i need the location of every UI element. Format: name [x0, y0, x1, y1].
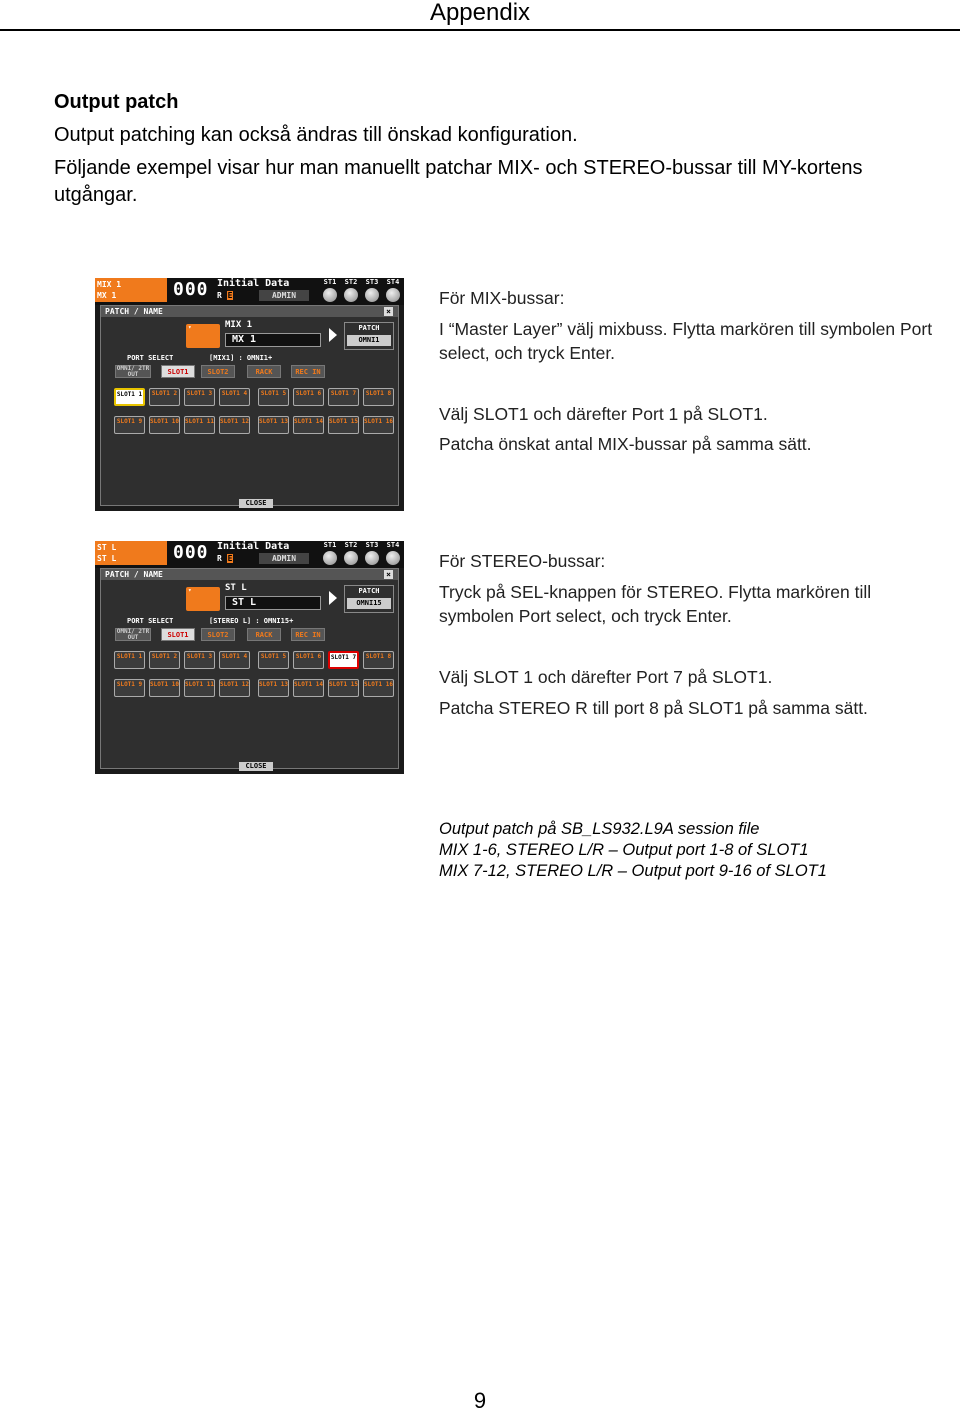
st-knob-label: ST4	[386, 278, 400, 286]
page-number: 9	[473, 1388, 487, 1413]
st-knob-label: ST1	[323, 278, 337, 286]
st-knob-label: ST4	[386, 541, 400, 549]
current-port-readout: [MIX1] : OMNI1+	[209, 354, 273, 362]
channel-name-label: MIX 1	[225, 320, 253, 330]
output-port-button[interactable]: SLOT1 9	[114, 416, 145, 434]
scene-status-mark: E	[227, 554, 233, 563]
output-port-button[interactable]: SLOT1 1	[114, 388, 145, 406]
output-port-button[interactable]: SLOT1 10	[149, 416, 180, 434]
port-select-label: PORT SELECT	[127, 617, 174, 625]
scene-status: R E	[217, 554, 233, 563]
st-knob-icon[interactable]	[365, 551, 379, 565]
window-title: PATCH / NAME	[101, 306, 398, 317]
user-level-badge: ADMIN	[259, 553, 309, 564]
channel-name-display	[95, 278, 167, 302]
st-knob-label: ST3	[365, 278, 379, 286]
mix-heading: För MIX-bussar:	[439, 288, 565, 308]
output-port-button[interactable]: SLOT1 12	[219, 679, 250, 697]
output-port-button[interactable]: SLOT1 11	[184, 416, 215, 434]
scene-title: Initial Data	[217, 278, 290, 289]
patch-label: PATCH	[358, 324, 380, 332]
section-heading: Output patch	[54, 91, 179, 113]
mix-step-1: I “Master Layer” välj mixbuss. Flytta markören till symbolen Port select, och tryck Enter.	[439, 319, 933, 363]
port-tab[interactable]: OMNI/ 2TR OUT	[116, 628, 150, 641]
channel-name-display	[95, 541, 167, 565]
port-select-label: PORT SELECT	[127, 354, 174, 362]
output-port-button[interactable]: SLOT1 15	[328, 679, 359, 697]
st-knob-label: ST2	[344, 541, 358, 549]
stereo-step-3: Patcha STEREO R till port 8 på SLOT1 på samma sätt.	[439, 698, 868, 718]
channel-name-input[interactable]: MX 1	[225, 333, 321, 347]
play-arrow-icon	[329, 591, 337, 605]
note-line-2: MIX 1-6, STEREO L/R – Output port 1-8 of SLOT1	[439, 841, 809, 859]
output-port-button[interactable]: SLOT1 3	[184, 651, 215, 669]
scene-title: Initial Data	[217, 541, 290, 552]
st-knob-label: ST2	[344, 278, 358, 286]
output-port-button[interactable]: SLOT1 16	[363, 679, 394, 697]
channel-name-line-2: ST L	[97, 554, 117, 563]
output-port-button[interactable]: SLOT1 7	[328, 388, 359, 406]
mix-step-2: Välj SLOT1 och därefter Port 1 på SLOT1.	[439, 404, 768, 424]
st-knob-icon[interactable]	[344, 551, 358, 565]
output-port-button[interactable]: SLOT1 12	[219, 416, 250, 434]
output-port-button[interactable]: SLOT1 3	[184, 388, 215, 406]
patch-label: PATCH	[358, 587, 380, 595]
mix-step-3: Patcha önskat antal MIX-bussar på samma sätt.	[439, 434, 812, 454]
page-header-title: Appendix	[429, 0, 531, 26]
user-level-badge: ADMIN	[259, 290, 309, 301]
output-port-button[interactable]: SLOT1 5	[258, 651, 289, 669]
port-tab[interactable]: OMNI/ 2TR OUT	[116, 365, 150, 378]
play-arrow-icon	[329, 328, 337, 342]
window-title: PATCH / NAME	[101, 569, 398, 580]
current-port-readout: [STEREO L] : OMNI15+	[209, 617, 294, 625]
patch-value-button[interactable]: OMNI1	[347, 335, 391, 346]
output-port-button[interactable]: SLOT1 6	[293, 388, 324, 406]
output-port-button[interactable]: SLOT1 14	[293, 416, 324, 434]
port-tab[interactable]: REC IN	[291, 628, 325, 641]
header-divider	[0, 29, 960, 31]
channel-icon[interactable]	[186, 324, 220, 348]
output-port-button[interactable]: SLOT1 14	[293, 679, 324, 697]
patch-name-window	[100, 568, 399, 769]
stereo-heading: För STEREO-bussar:	[439, 551, 606, 571]
st-knob-icon[interactable]	[365, 288, 379, 302]
output-port-button[interactable]: SLOT1 8	[363, 651, 394, 669]
output-port-button[interactable]: SLOT1 5	[258, 388, 289, 406]
st-knob-icon[interactable]	[323, 288, 337, 302]
intro-paragraph-1: Output patching kan också ändras till önskad konfiguration.	[54, 124, 578, 146]
port-tab[interactable]: SLOT2	[201, 365, 235, 378]
output-port-button[interactable]: SLOT1 13	[258, 679, 289, 697]
close-icon[interactable]: ×	[384, 307, 393, 316]
st-knob-label: ST1	[323, 541, 337, 549]
close-button[interactable]: CLOSE	[239, 762, 273, 771]
st-knob-icon[interactable]	[386, 288, 400, 302]
output-port-button[interactable]: SLOT1 15	[328, 416, 359, 434]
output-port-button[interactable]: SLOT1 2	[149, 388, 180, 406]
patch-value-button[interactable]: OMNI15	[347, 598, 391, 609]
channel-icon[interactable]	[186, 587, 220, 611]
st-knob-label: ST3	[365, 541, 379, 549]
intro-paragraph-2: Följande exempel visar hur man manuellt patchar MIX- och STEREO-bussar till MY-kortens utgångar.	[54, 157, 863, 206]
mix-patch-screenshot	[95, 278, 404, 511]
st-knob-icon[interactable]	[323, 551, 337, 565]
output-port-button[interactable]: SLOT1 11	[184, 679, 215, 697]
port-tab[interactable]: RACK	[247, 365, 281, 378]
stereo-patch-screenshot	[95, 541, 404, 774]
port-tab[interactable]: SLOT2	[201, 628, 235, 641]
st-knob-icon[interactable]	[386, 551, 400, 565]
output-port-button[interactable]: SLOT1 10	[149, 679, 180, 697]
scene-status-mark: E	[227, 291, 233, 300]
scene-status: R E	[217, 291, 233, 300]
channel-name-line-1: MIX 1	[97, 280, 122, 289]
close-button[interactable]: CLOSE	[239, 499, 273, 508]
output-port-button[interactable]: SLOT1 9	[114, 679, 145, 697]
patch-name-window	[100, 305, 399, 506]
output-port-button[interactable]: SLOT1 6	[293, 651, 324, 669]
output-port-button[interactable]: SLOT1 7	[328, 651, 359, 669]
note-line-3: MIX 7-12, STEREO L/R – Output port 9-16 of SLOT1	[439, 862, 827, 880]
close-icon[interactable]: ×	[384, 570, 393, 579]
port-tab[interactable]: RACK	[247, 628, 281, 641]
port-tab[interactable]: REC IN	[291, 365, 325, 378]
port-tab[interactable]: SLOT1	[161, 365, 195, 378]
output-port-button[interactable]: SLOT1 4	[219, 651, 250, 669]
stereo-step-2: Välj SLOT 1 och därefter Port 7 på SLOT1.	[439, 667, 773, 687]
st-knob-icon[interactable]	[344, 288, 358, 302]
output-port-button[interactable]: SLOT1 8	[363, 388, 394, 406]
channel-name-line-1: ST L	[97, 543, 117, 552]
channel-name-label: ST L	[225, 583, 247, 593]
output-port-button[interactable]: SLOT1 2	[149, 651, 180, 669]
port-tab[interactable]: SLOT1	[161, 628, 195, 641]
output-port-button[interactable]: SLOT1 1	[114, 651, 145, 669]
output-port-button[interactable]: SLOT1 13	[258, 416, 289, 434]
note-line-1: Output patch på SB_LS932.L9A session file	[439, 820, 760, 838]
channel-name-input[interactable]: ST L	[225, 596, 321, 610]
output-port-button[interactable]: SLOT1 16	[363, 416, 394, 434]
patch-box	[344, 585, 394, 613]
stereo-step-1: Tryck på SEL-knappen för STEREO. Flytta markören till symbolen Port select, och tryck Enter.	[439, 582, 872, 626]
output-port-button[interactable]: SLOT1 4	[219, 388, 250, 406]
scene-number: 000	[173, 279, 209, 300]
scene-number: 000	[173, 542, 209, 563]
patch-box	[344, 322, 394, 350]
channel-name-line-2: MX 1	[97, 291, 117, 300]
